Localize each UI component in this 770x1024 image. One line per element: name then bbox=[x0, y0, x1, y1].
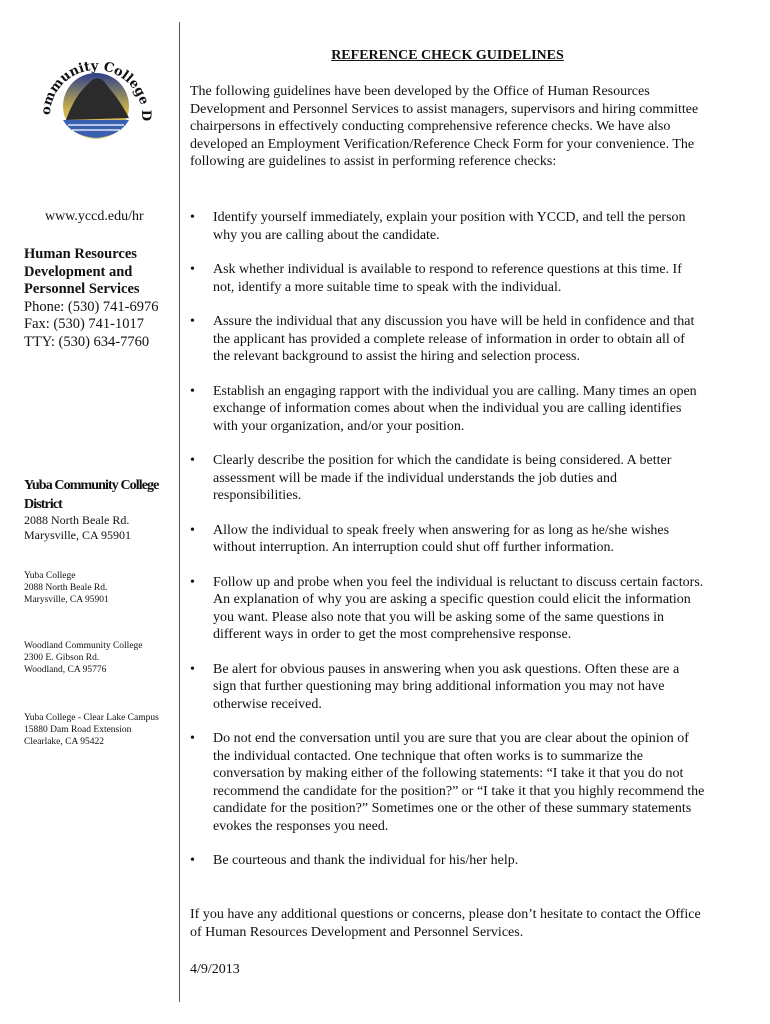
campus-clear-lake bbox=[24, 712, 159, 748]
guideline-item bbox=[190, 574, 705, 644]
guideline-item bbox=[190, 730, 705, 835]
phone-number: Phone: (530) 741-6976 bbox=[24, 298, 159, 315]
bullet-icon: • bbox=[190, 574, 195, 590]
bullet-icon: • bbox=[190, 522, 195, 538]
website-link[interactable]: www.yccd.edu/hr bbox=[45, 209, 144, 224]
campus-city: Woodland, CA 95776 bbox=[24, 665, 107, 675]
bullet-icon: • bbox=[190, 453, 195, 468]
guidelines-list bbox=[190, 209, 705, 887]
campus-name: Yuba College bbox=[24, 571, 76, 581]
guideline-item bbox=[190, 452, 705, 505]
guideline-text: Assure the individual that any discussion you have will be held in confidence and that the applicant has provided a complete release of information in order to obtain all of the relevant background to assist the hiring and selection process. bbox=[213, 314, 695, 364]
bullet-icon: • bbox=[190, 210, 195, 225]
bullet-icon: • bbox=[190, 853, 195, 868]
campus-city: Marysville, CA 95901 bbox=[24, 595, 109, 605]
guideline-text: Allow the individual to speak freely when answering for as long as he/she wishes without interruption. An interruption could shut off further information. bbox=[213, 522, 670, 555]
campus-city: Clearlake, CA 95422 bbox=[24, 737, 104, 747]
guideline-text: Do not end the conversation until you are sure that you are clear about the opinion of the individual contacted. One technique that often works is to summarize the conversation by making either of the following statements: “I take it that you do not recommend the candidate for the position?” or “I take it that you highly recommend the candidate for the position?” Sometimes one or the other of these summary statements evokes the responses you need. bbox=[213, 731, 705, 834]
hr-name-line3: Personnel Services bbox=[24, 281, 140, 297]
logo-text: ommunity College D bbox=[38, 58, 154, 122]
hr-name-line1: Human Resources bbox=[24, 246, 137, 262]
bullet-icon: • bbox=[190, 262, 195, 277]
district-logo bbox=[30, 38, 160, 148]
hr-contact-block bbox=[24, 246, 159, 351]
district-street: 2088 North Beale Rd. bbox=[24, 513, 130, 527]
document-title: REFERENCE CHECK GUIDELINES bbox=[331, 48, 564, 63]
campus-woodland bbox=[24, 640, 143, 676]
intro-paragraph: The following guidelines have been developed by the Office of Human Resources Development and Personnel Services to assist managers, supervisors and hiring committee chairpersons in effectively conducting comprehensive reference checks. We have also developed an Employment Verification/Reference Check Form for your convenience. The following are guidelines to assist in performing reference checks: bbox=[190, 84, 699, 169]
campus-name: Woodland Community College bbox=[24, 641, 143, 651]
bullet-icon: • bbox=[190, 731, 195, 746]
guideline-item bbox=[190, 313, 705, 366]
column-divider bbox=[179, 22, 180, 1002]
district-address bbox=[24, 513, 131, 543]
guideline-text: Establish an engaging rapport with the individual you are calling. Many times an open exchange of information comes about when the individual you are calling identifies with your organization, and/or your position. bbox=[213, 383, 697, 434]
guideline-item bbox=[190, 261, 705, 296]
tty-number: TTY: (530) 634-7760 bbox=[24, 333, 150, 350]
bullet-icon: • bbox=[190, 383, 195, 399]
fax-number: Fax: (530) 741-1017 bbox=[24, 316, 145, 332]
guideline-item bbox=[190, 522, 705, 557]
campus-street: 2300 E. Gibson Rd. bbox=[24, 653, 100, 663]
guideline-text: Be alert for obvious pauses in answering when you ask questions. Often these are a sign that further questioning may bring additional information you may not have otherwise received. bbox=[213, 661, 680, 712]
guideline-item bbox=[190, 852, 705, 870]
guideline-text: Ask whether individual is available to respond to reference questions at this time. If not, identify a more suitable time to speak with the individual. bbox=[213, 262, 682, 295]
guideline-text: Identify yourself immediately, explain your position with YCCD, and tell the person why you are calling about the candidate. bbox=[213, 210, 686, 243]
district-city: Marysville, CA 95901 bbox=[24, 528, 131, 542]
hr-name-line2: Development and bbox=[24, 263, 133, 280]
campus-street: 15880 Dam Road Extension bbox=[24, 725, 132, 735]
document-date: 4/9/2013 bbox=[190, 962, 240, 977]
guideline-text: Be courteous and thank the individual for his/her help. bbox=[213, 853, 519, 868]
guideline-item bbox=[190, 209, 705, 244]
closing-paragraph: If you have any additional questions or concerns, please don’t hesitate to contact the Office of Human Resources Development and Personnel Services. bbox=[190, 907, 701, 940]
campus-street: 2088 North Beale Rd. bbox=[24, 583, 108, 593]
guideline-item bbox=[190, 661, 705, 714]
guideline-item bbox=[190, 383, 705, 436]
district-name: Yuba Community College District bbox=[24, 478, 159, 512]
bullet-icon: • bbox=[190, 314, 195, 329]
campus-yuba-college bbox=[24, 570, 109, 606]
guideline-text: Clearly describe the position for which the candidate is being considered. A better assessment will be made if the individual understands the job duties and responsibilities. bbox=[213, 453, 672, 503]
campus-name: Yuba College - Clear Lake Campus bbox=[24, 713, 159, 723]
bullet-icon: • bbox=[190, 661, 195, 677]
guideline-text: Follow up and probe when you feel the individual is reluctant to discuss certain factors. An explanation of why you are asking a specific question could elicit the information you want. Please also note that you will be asking some of the same questions in different ways in order to get the most comprehensive response. bbox=[213, 574, 704, 642]
